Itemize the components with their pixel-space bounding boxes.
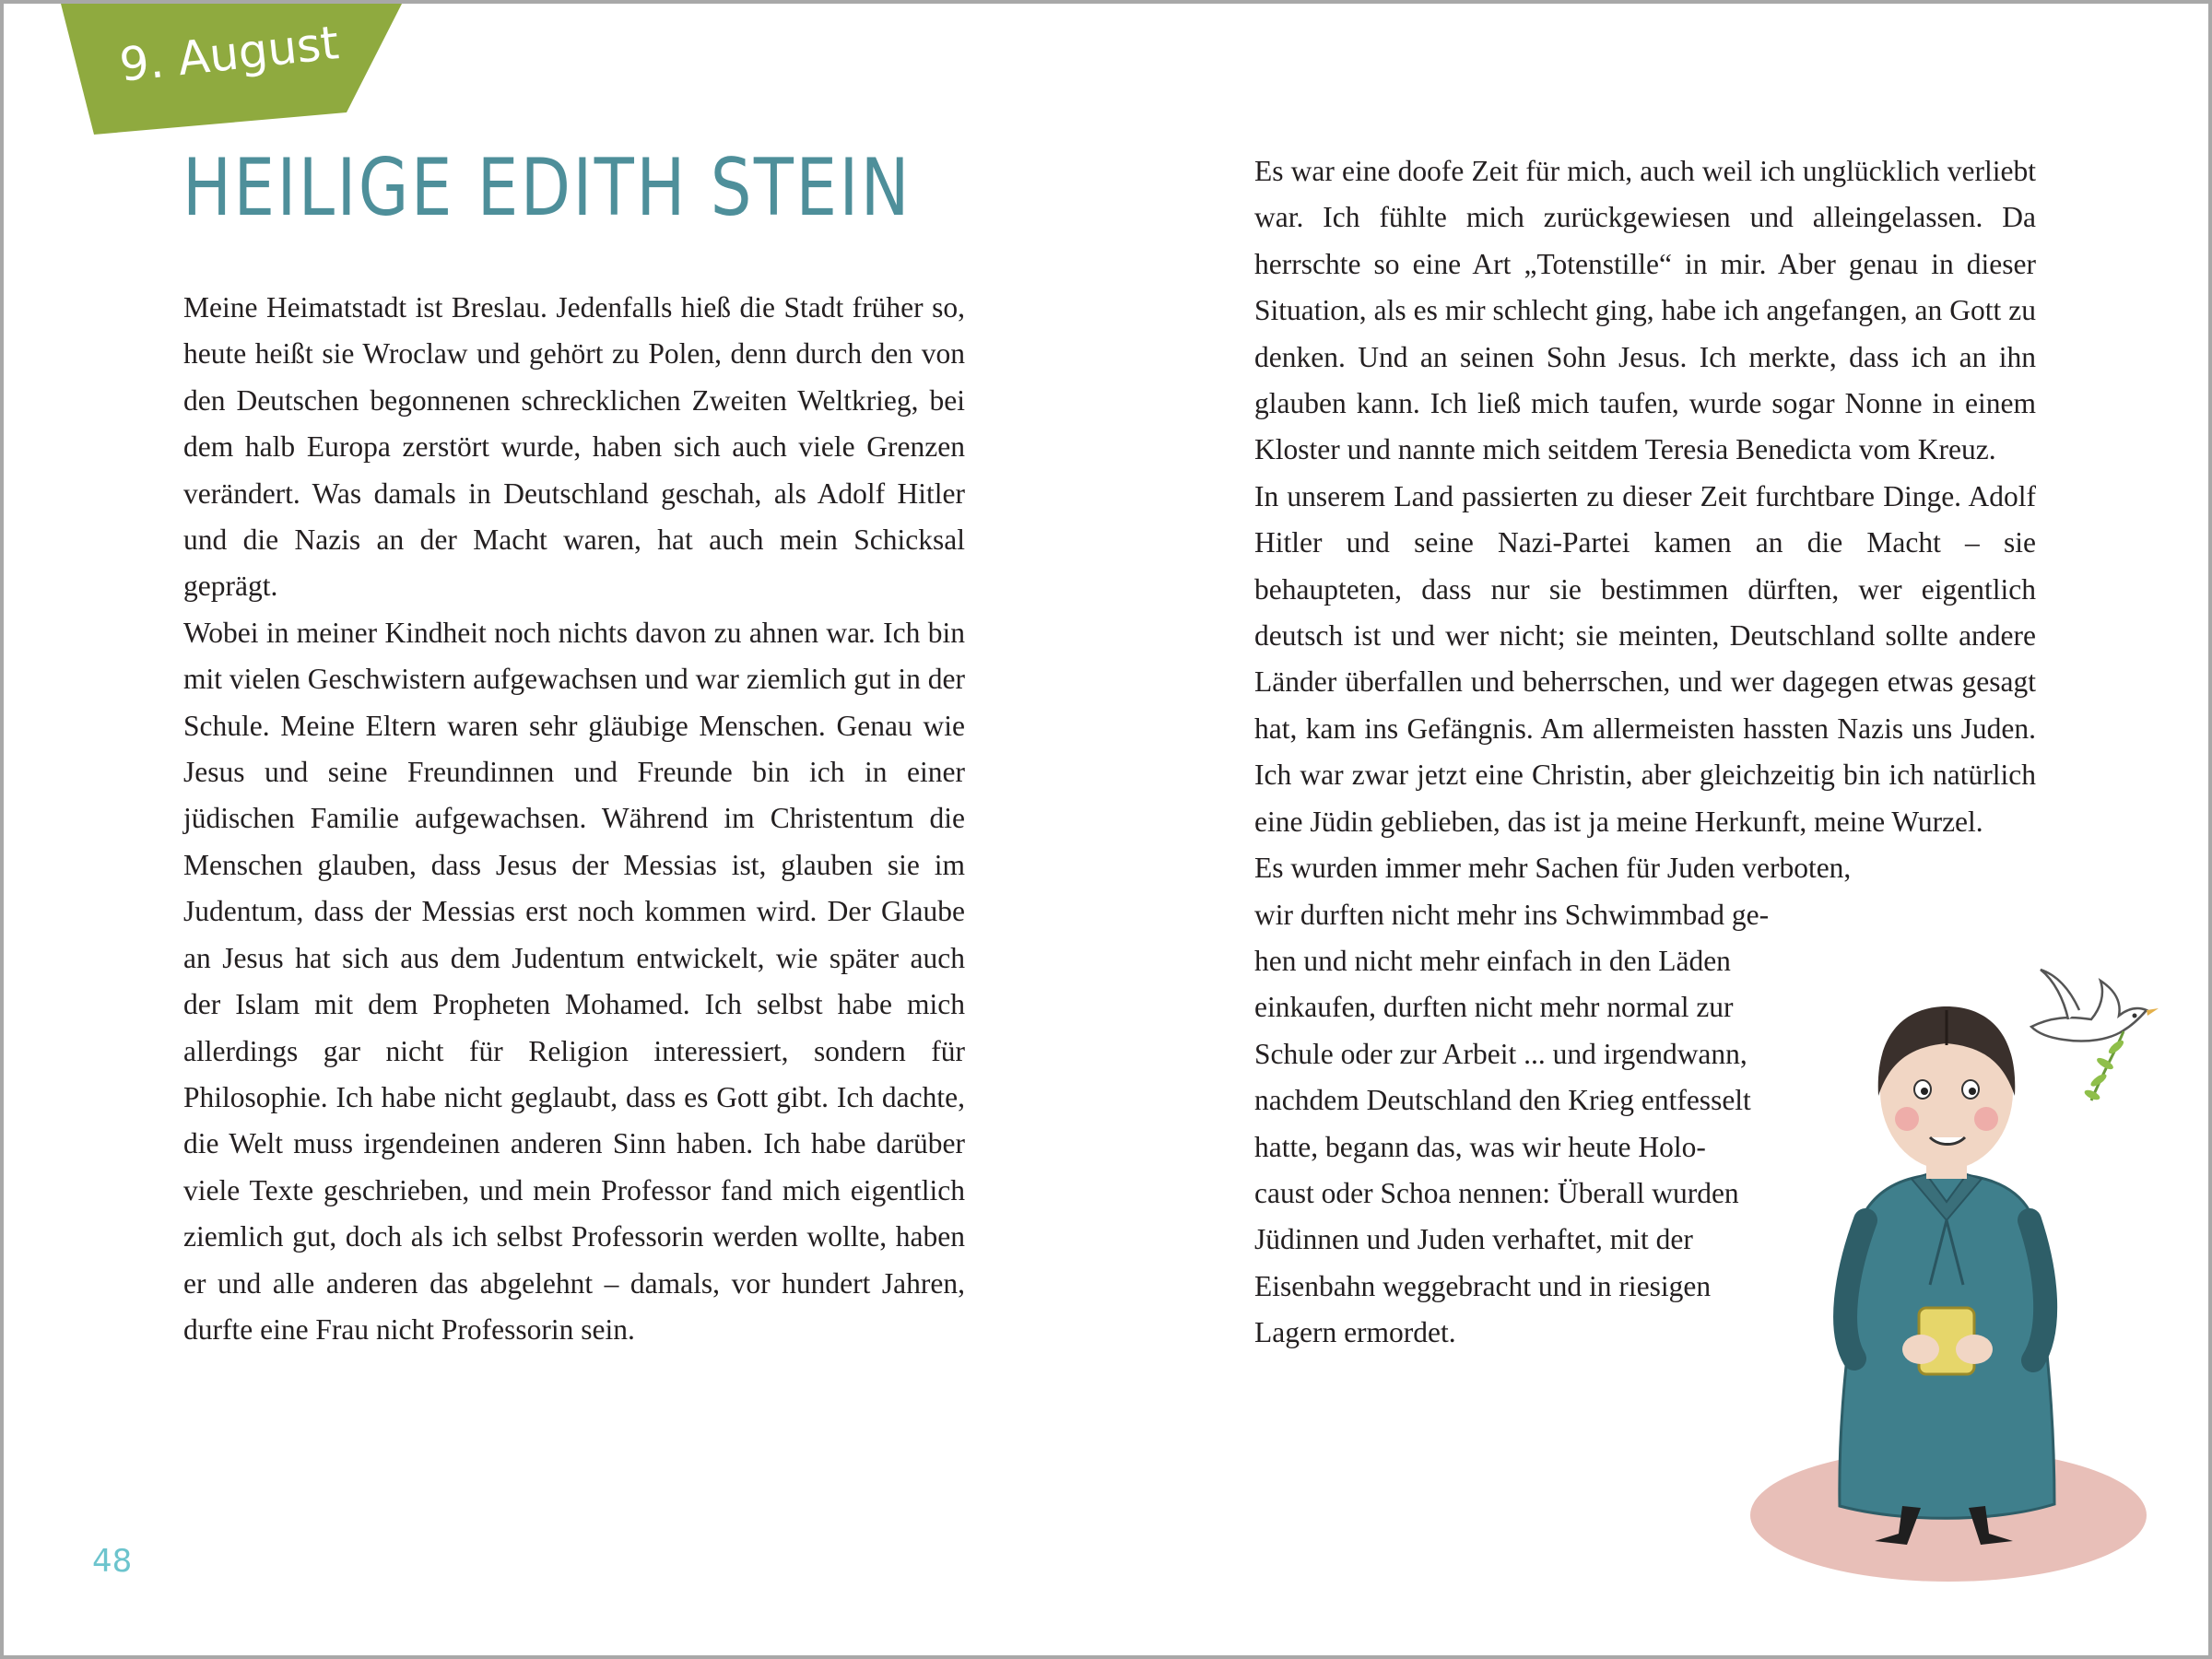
edith-stein-illustration-icon: [1736, 944, 2160, 1589]
text-line: nachdem Deutschland den Krieg entfesselt: [1254, 1084, 1751, 1117]
left-text-column: [183, 285, 965, 1353]
text-line: Es wurden immer mehr Sachen für Juden verboten,: [1254, 852, 1852, 885]
date-label: 9. August: [116, 16, 342, 92]
paragraph: Es war eine doofe Zeit für mich, auch weil ich unglücklich verliebt war. Ich fühlte mich zurückgewiesen und alleingelassen. Da herrschte so eine Art „Totenstille“ in mir. Aber genau in dieser Situation, als es mir schlecht ging, habe ich angefangen, an Gott zu denken. Und an seinen Sohn Jesus. Ich merkte, dass ich an ihn glauben kann. Ich ließ mich taufen, wurde sogar Nonne in einem Kloster und nannte mich seitdem Teresia Benedicta vom Kreuz.: [1254, 155, 2036, 466]
text-line: Jüdinnen und Juden verhaftet, mit der: [1254, 1223, 1693, 1256]
text-line: caust oder Schoa nennen: Überall wurden: [1254, 1176, 1739, 1209]
page-title: HEILIGE EDITH STEIN: [182, 142, 912, 234]
text-line: hatte, begann das, was wir heute Holo-: [1254, 1130, 1706, 1163]
paragraph: Meine Heimatstadt ist Breslau. Jedenfalls hieß die Stadt früher so, heute heißt sie Wroclaw und gehört zu Polen, denn durch den von den Deutschen begonnenen schrecklichen Zweiten Weltkrieg, bei dem halb Europa zerstört wurde, haben sich auch viele Grenzen verändert. Was damals in Deutschland geschah, als Adolf Hitler und die Nazis an der Macht waren, hat auch mein Schicksal geprägt.: [183, 291, 965, 603]
text-line: Eisenbahn weggebracht und in riesigen: [1254, 1269, 1712, 1302]
text-line: Lagern ermordet.: [1254, 1316, 1456, 1349]
paragraph: In unserem Land passierten zu dieser Zeit furchtbare Dinge. Adolf Hitler und seine Nazi-Partei kamen an die Macht – sie behaupteten, dass nur sie bestimmen dürften, wer eigentlich deutsch ist und wer nicht; sie meinten, Deutschland sollte andere Länder überfallen und beherrschen, und wer dagegen etwas gesagt hat, kam ins Gefängnis. Am allermeisten hassten Nazis uns Juden. Ich war zwar jetzt eine Christin, aber gleichzeitig bin ich natürlich eine Jüdin geblieben, das ist ja meine Herkunft, meine Wurzel.: [1254, 479, 2036, 838]
paragraph: Wobei in meiner Kindheit noch nichts davon zu ahnen war. Ich bin mit vielen Geschwistern aufgewachsen und war ziemlich gut in der Schule. Meine Eltern waren sehr gläubige Menschen. Genau wie Jesus und seine Freundinnen und Freunde bin ich in einer jüdischen Familie aufgewachsen. Während im Christentum die Menschen glauben, dass Jesus der Messias ist, glauben sie im Judentum, dass der Messias erst noch kommen wird. Der Glaube an Jesus hat sich aus dem Judentum entwickelt, wie später auch der Islam mit dem Propheten Mohamed. Ich selbst habe mich allerdings gar nicht für Religion interessiert, sondern für Philosophie. Ich habe nicht geglaubt, dass es Gott gibt. Ich dachte, die Welt muss irgendeinen anderen Sinn haben. Ich habe darüber viele Texte geschrieben, und mein Professor fand mich eigentlich ziemlich gut, doch als ich selbst Professorin werden wollte, haben er und alle anderen das abgelehnt – damals, vor hundert Jahren, durfte eine Frau nicht Professorin sein.: [183, 616, 965, 1346]
text-line: Schule oder zur Arbeit ... und irgendwann,: [1254, 1037, 1747, 1070]
text-line: wir durften nicht mehr ins Schwimmbad ge-: [1254, 898, 1770, 931]
text-line: einkaufen, durften nicht mehr normal zur: [1254, 991, 1734, 1024]
text-line: hen und nicht mehr einfach in den Läden: [1254, 944, 1731, 977]
page-number: 48: [92, 1543, 133, 1580]
